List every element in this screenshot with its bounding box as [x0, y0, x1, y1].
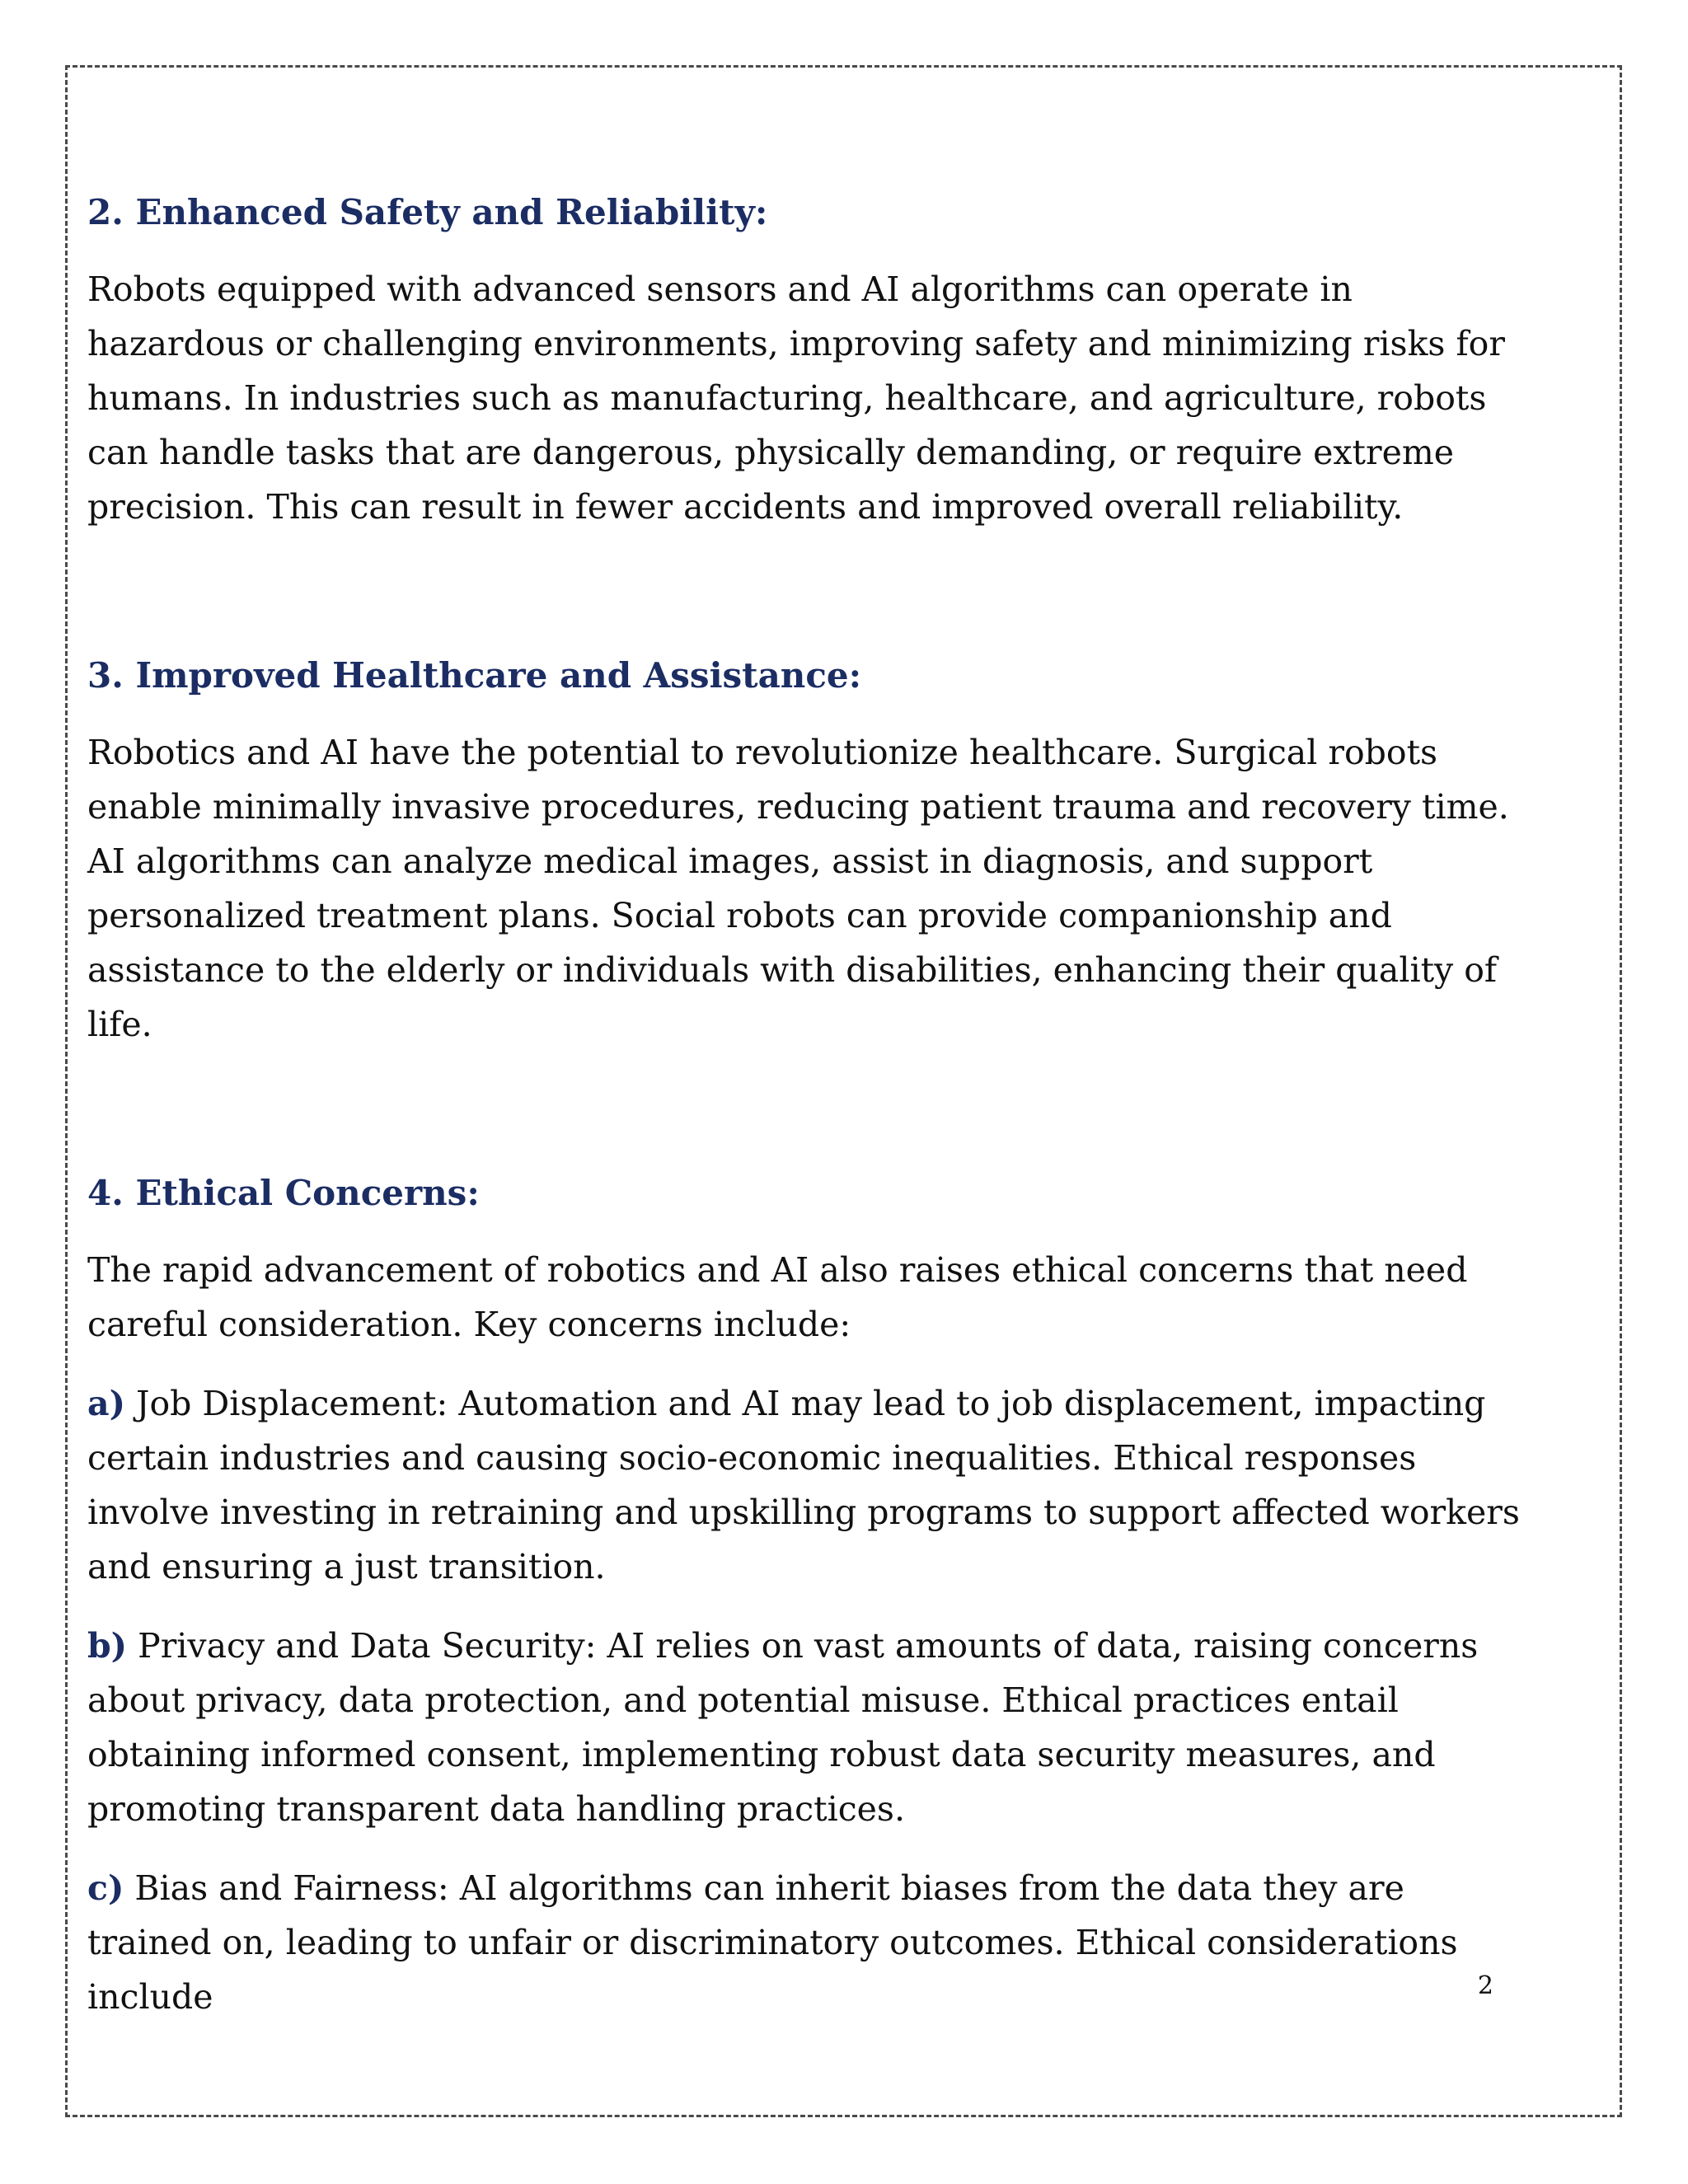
concern-item-privacy	[87, 1619, 1538, 1836]
page-number: 2	[1477, 1971, 1493, 2000]
concern-text: Bias and Fairness: AI algorithms can inherit biases from the data they are trained on, leading to unfair or discriminatory outcomes. Ethical considerations include	[87, 1868, 1458, 2017]
concern-item-bias	[87, 1861, 1538, 2024]
section-spacer	[87, 559, 1538, 653]
concern-marker: b)	[87, 1626, 128, 1666]
concern-text: Privacy and Data Security: AI relies on vast amounts of data, raising concerns about privacy, data protection, and potential misuse. Ethical practices entail obtaining informed consent, implementing robust data security measures, and promoting transparent data handling practices.	[87, 1626, 1479, 1829]
section-paragraph-healthcare: Robotics and AI have the potential to revolutionize healthcare. Surgical robots enable minimally invasive procedures, reducing patient trauma and recovery time. AI algorithms can analyze medical images, assist in diagnosis, and support personalized treatment plans. Social robots can provide companionship and assistance to the elderly or individuals with disabilities, enhancing their quality of life.	[87, 733, 1509, 1044]
section-spacer	[87, 1076, 1538, 1170]
section-heading-safety: 2. Enhanced Safety and Reliability:	[87, 192, 768, 232]
document-body	[87, 190, 1538, 2049]
section-paragraph-safety: Robots equipped with advanced sensors and AI algorithms can operate in hazardous or challenging environments, improving safety and minimizing risks for humans. In industries such as manufacturing, healthcare, and agriculture, robots can handle tasks that are dangerous, physically demanding, or require extreme precision. This can result in fewer accidents and improved overall reliability.	[87, 269, 1505, 527]
concern-text: Job Displacement: Automation and AI may lead to job displacement, impacting certain industries and causing socio-economic inequalities. Ethical responses involve investing in retraining and upskilling programs to support affected workers and ensuring a just transition.	[87, 1384, 1520, 1586]
concern-marker: c)	[87, 1868, 124, 1908]
section-paragraph-ethics: The rapid advancement of robotics and AI also raises ethical concerns that need careful consideration. Key concerns include:	[87, 1250, 1468, 1344]
section-heading-ethics: 4. Ethical Concerns:	[87, 1173, 480, 1213]
concern-marker: a)	[87, 1384, 125, 1423]
section-heading-healthcare: 3. Improved Healthcare and Assistance:	[87, 655, 862, 696]
concern-item-job-displacement	[87, 1376, 1538, 1594]
